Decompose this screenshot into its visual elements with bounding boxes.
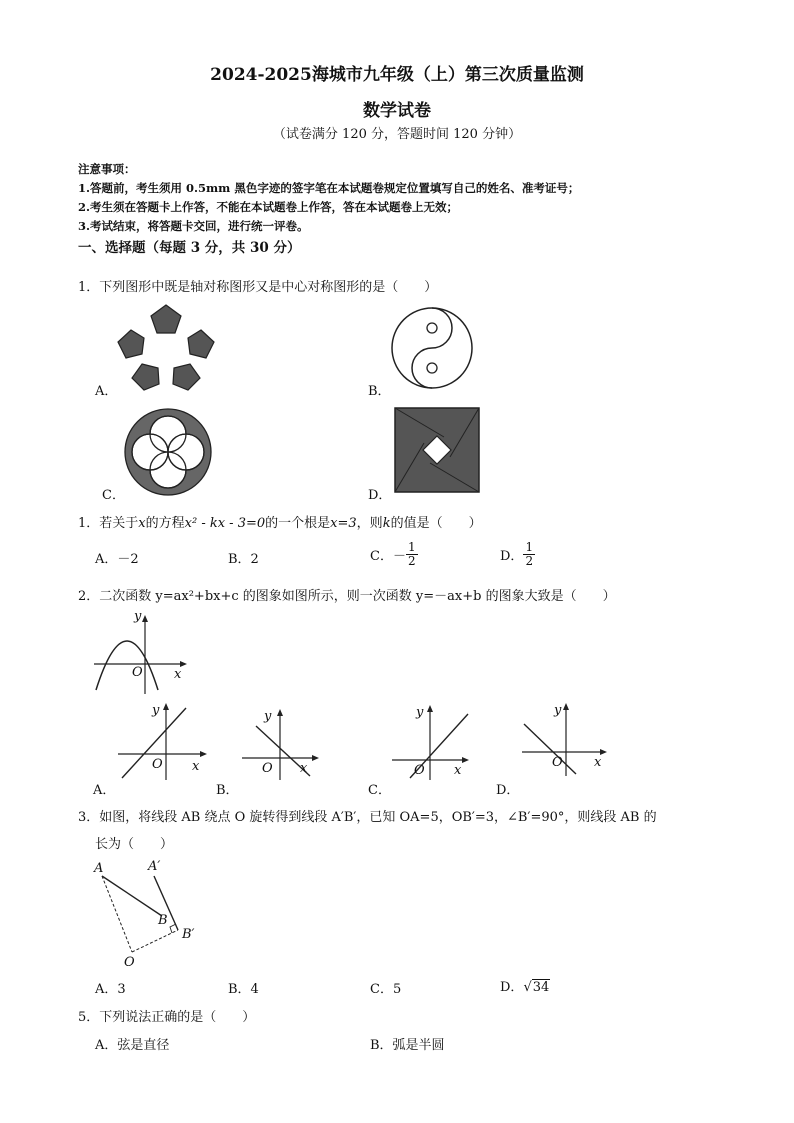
option-label: D． <box>496 783 520 798</box>
question-stem: 3．如图，将线段 AB 绕点 O 旋转得到线段 A′B′，已知 OA=5，OB′=3，∠B′=90°，则线段 AB 的 <box>78 810 657 825</box>
svg-text:y: y <box>152 703 160 718</box>
axis-y-label: y <box>134 609 142 624</box>
svg-text:O: O <box>552 755 563 770</box>
yin-yang-figure <box>390 306 474 390</box>
notice-item: 2.考生须在答题卡上作答，不能在本试题卷上作答，答在本试题卷上无效； <box>78 200 459 214</box>
svg-text:x: x <box>300 761 308 776</box>
square-pinwheel-figure <box>394 407 480 493</box>
svg-text:y: y <box>416 705 424 720</box>
option-c: C．5 <box>370 982 402 997</box>
option-label: B． <box>368 384 391 399</box>
svg-text:O: O <box>152 757 163 772</box>
rotation-figure <box>92 858 212 970</box>
option-b: B．弧是半圆 <box>370 1038 445 1053</box>
question-stem: 1．若关于x的方程x² - kx - 3=0的一个根是x=3，则k的值是（ ） <box>78 516 482 531</box>
option-b: B．4 <box>228 982 259 997</box>
notice-heading: 注意事项： <box>78 162 136 176</box>
section-heading: 一、选择题（每题 3 分，共 30 分） <box>78 240 301 256</box>
svg-text:B′: B′ <box>182 927 195 942</box>
svg-text:B: B <box>158 913 168 928</box>
option-c: C．－ $\frac{1}{2}$ <box>370 540 416 568</box>
exam-meta: （试卷满分 120 分，答题时间 120 分钟） <box>272 127 522 142</box>
question-stem-cont: 长为（ ） <box>95 837 174 852</box>
linear-graph-b <box>240 708 320 782</box>
option-a: A．3 <box>95 982 126 997</box>
option-label: A． <box>93 783 116 798</box>
svg-text:x: x <box>192 759 200 774</box>
option-label: A． <box>95 384 118 399</box>
option-a: A．－2 <box>95 552 139 567</box>
svg-text:x: x <box>454 763 462 778</box>
linear-graph-c <box>390 704 472 782</box>
origin-label: O <box>132 665 143 680</box>
option-label: D． <box>368 488 392 503</box>
notice-item: 3.考试结束，将答题卡交回，进行统一评卷。 <box>78 219 309 233</box>
question-stem: 1．下列图形中既是轴对称图形又是中心对称图形的是（ ） <box>78 280 438 295</box>
axis-x-label: x <box>174 667 182 682</box>
svg-text:O: O <box>262 761 273 776</box>
option-b: B．2 <box>228 552 259 567</box>
subject-title: 数学试卷 <box>363 101 431 121</box>
notice-item: 1.答题前，考生须用 0.5mm 黑色字迹的签字笔在本试题卷规定位置填写自己的姓名、准考证号； <box>78 181 580 195</box>
option-label: B． <box>216 783 239 798</box>
option-label: C． <box>102 488 125 503</box>
option-d: D．√34 <box>500 980 550 995</box>
pentagon-ring-figure <box>118 302 214 392</box>
linear-graph-a <box>116 702 208 782</box>
parabola-graph <box>92 609 192 696</box>
option-d: D． $\frac{1}{2}$ <box>500 540 534 568</box>
question-stem: 2．二次函数 y=ax²+bx+c 的图象如图所示，则一次函数 y=－ax+b 的图象大致是（ ） <box>78 589 616 604</box>
linear-graph-d <box>520 702 610 778</box>
svg-text:O: O <box>124 955 135 970</box>
option-label: C． <box>368 783 391 798</box>
svg-text:O: O <box>414 763 425 778</box>
exam-title: 2024-2025海城市九年级（上）第三次质量监测 <box>210 65 584 85</box>
svg-text:A′: A′ <box>148 859 161 874</box>
option-a: A．弦是直径 <box>95 1038 170 1053</box>
svg-text:x: x <box>594 755 602 770</box>
four-circles-figure <box>124 408 212 496</box>
svg-text:y: y <box>264 709 272 724</box>
svg-text:y: y <box>554 703 562 718</box>
svg-text:A: A <box>94 861 104 876</box>
question-stem: 5．下列说法正确的是（ ） <box>78 1010 256 1025</box>
